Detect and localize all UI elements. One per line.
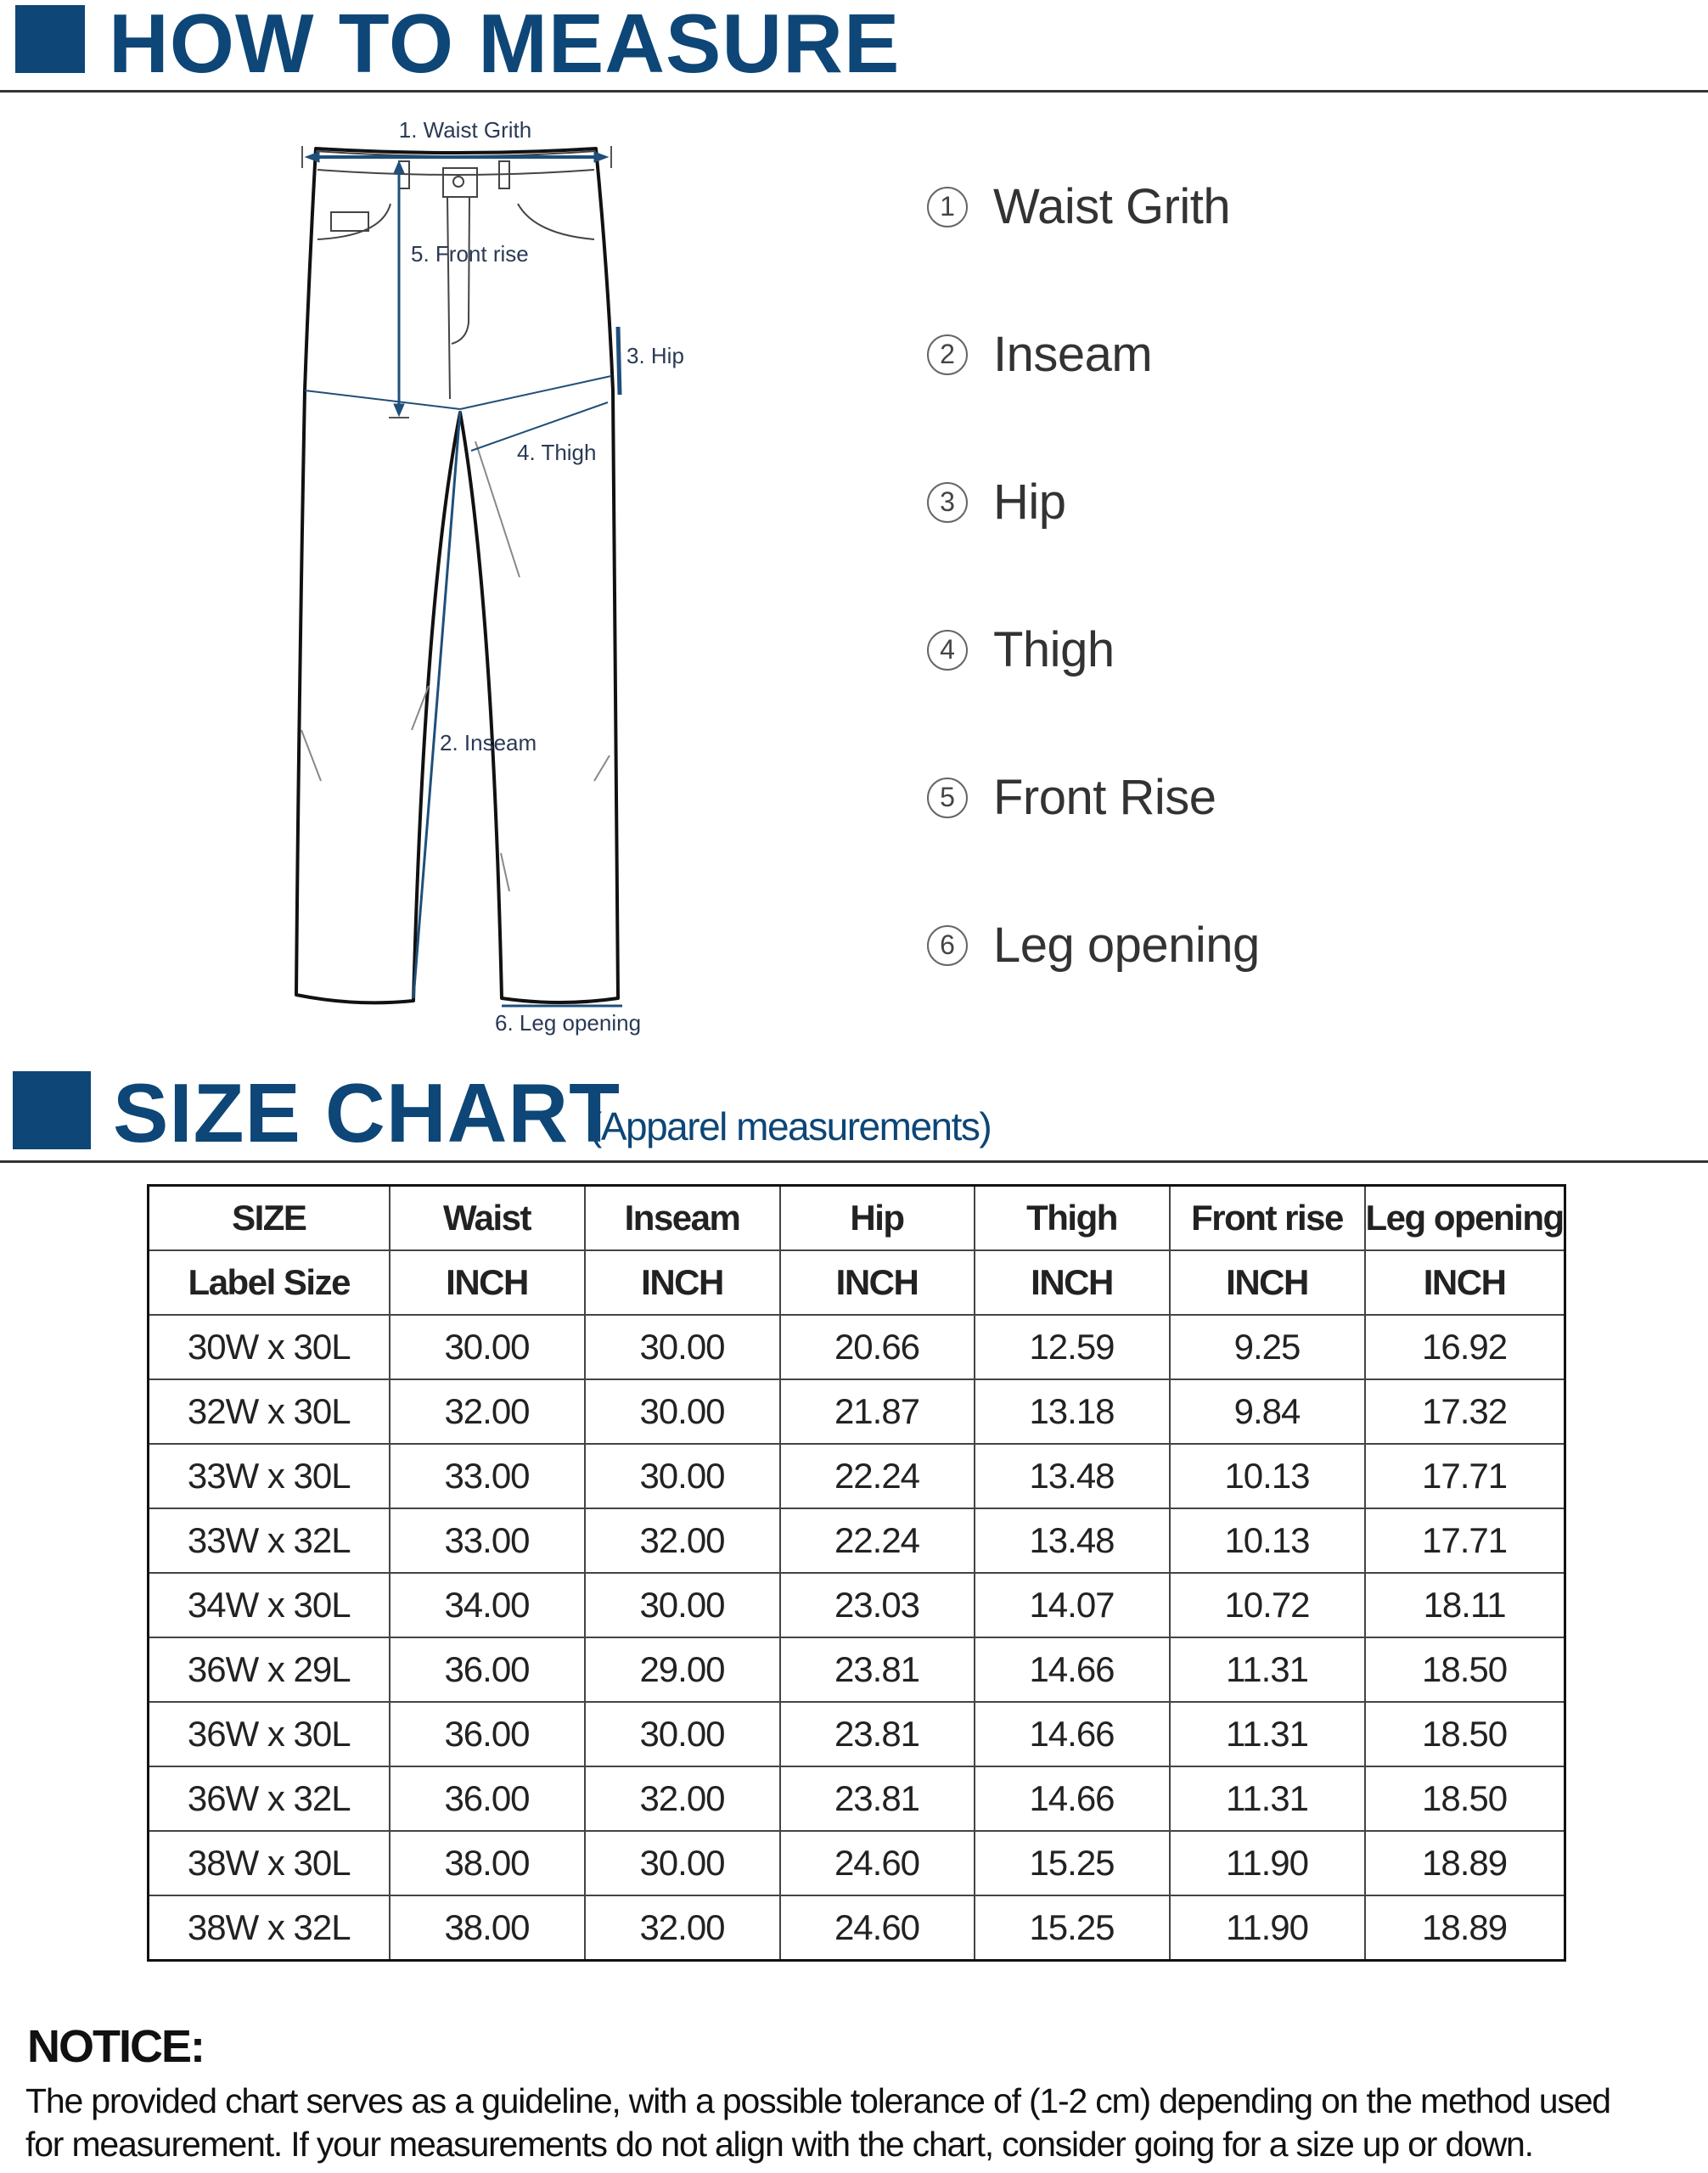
table-cell: INCH: [585, 1250, 780, 1315]
table-row: [149, 1766, 1565, 1831]
number-badge: 5: [927, 778, 968, 818]
table-cell: 32.00: [585, 1895, 780, 1961]
table-cell: 13.48: [975, 1444, 1170, 1508]
coin-pocket: [331, 212, 368, 231]
right-pocket: [518, 204, 594, 239]
number-badge: 2: [927, 334, 968, 375]
waistband: [317, 170, 594, 175]
legend-item: [927, 178, 1230, 235]
header-row: [149, 1186, 1565, 1251]
table-cell: 36.00: [390, 1702, 585, 1766]
table-cell: 30.00: [585, 1831, 780, 1895]
table-cell: 34W x 30L: [149, 1573, 390, 1637]
table-cell: Inseam: [585, 1186, 780, 1251]
table-row: [149, 1895, 1565, 1961]
legend-label: Thigh: [993, 622, 1115, 677]
table-cell: 32.00: [390, 1379, 585, 1444]
table-cell: 32.00: [585, 1508, 780, 1573]
legend-item: [927, 621, 1115, 678]
table-cell: 32W x 30L: [149, 1379, 390, 1444]
label-waist: 1. Waist Grith: [398, 117, 532, 143]
label-leg-opening: 6. Leg opening: [495, 1010, 642, 1036]
table-cell: 22.24: [780, 1508, 975, 1573]
table-cell: 38.00: [390, 1895, 585, 1961]
table-cell: 23.81: [780, 1766, 975, 1831]
table-cell: 15.25: [975, 1895, 1170, 1961]
table-cell: 18.11: [1365, 1573, 1565, 1637]
how-to-measure-title: HOW TO MEASURE: [109, 0, 901, 90]
table-cell: 9.84: [1170, 1379, 1365, 1444]
table-cell: Thigh: [975, 1186, 1170, 1251]
table-cell: INCH: [390, 1250, 585, 1315]
table-cell: 30.00: [585, 1379, 780, 1444]
table-cell: Hip: [780, 1186, 975, 1251]
table-cell: 30.00: [585, 1702, 780, 1766]
hip-measure-line: [305, 390, 460, 409]
notice-title: NOTICE:: [27, 2021, 204, 2072]
hip-marker: [618, 327, 620, 395]
table-cell: 38W x 30L: [149, 1831, 390, 1895]
table-cell: 33.00: [390, 1508, 585, 1573]
label-hip: 3. Hip: [626, 343, 684, 368]
label-inseam: 2. Inseam: [440, 730, 537, 755]
table-cell: 18.89: [1365, 1895, 1565, 1961]
table-cell: 30.00: [585, 1315, 780, 1379]
legend-item: [927, 917, 1260, 974]
number-badge: 3: [927, 482, 968, 523]
table-cell: 11.90: [1170, 1831, 1365, 1895]
table-cell: SIZE: [149, 1186, 390, 1251]
table-cell: INCH: [1365, 1250, 1565, 1315]
table-row: [149, 1379, 1565, 1444]
table-cell: 18.50: [1365, 1637, 1565, 1702]
table-cell: 29.00: [585, 1637, 780, 1702]
fly: [447, 197, 469, 399]
number-badge: 1: [927, 187, 968, 227]
label-front-rise: 5. Front rise: [411, 241, 529, 267]
table-cell: 30.00: [390, 1315, 585, 1379]
notice-text: for measurement. If your measurements do not align with the chart, consider going for a size up or down.: [25, 2125, 1533, 2164]
table-cell: 9.25: [1170, 1315, 1365, 1379]
table-cell: 10.72: [1170, 1573, 1365, 1637]
table-row: [149, 1444, 1565, 1508]
notice-text: The provided chart serves as a guideline, with a possible tolerance of (1-2 cm) depending on the method used: [25, 2081, 1610, 2120]
table-cell: INCH: [780, 1250, 975, 1315]
table-cell: 22.24: [780, 1444, 975, 1508]
size-chart-title: SIZE CHART: [113, 1066, 621, 1159]
table-cell: 13.18: [975, 1379, 1170, 1444]
pants-measurement-diagram: [0, 0, 1708, 1070]
table-cell: 33W x 32L: [149, 1508, 390, 1573]
table-cell: 33W x 30L: [149, 1444, 390, 1508]
pants-outline: [296, 149, 618, 1002]
table-cell: 30W x 30L: [149, 1315, 390, 1379]
size-chart-subtitle: (Apparel measurements): [589, 1104, 992, 1148]
table-cell: 36.00: [390, 1766, 585, 1831]
table-cell: 38W x 32L: [149, 1895, 390, 1961]
table-cell: 38.00: [390, 1831, 585, 1895]
table-cell: 23.03: [780, 1573, 975, 1637]
table-row: [149, 1702, 1565, 1766]
table-cell: 36.00: [390, 1637, 585, 1702]
table-cell: 12.59: [975, 1315, 1170, 1379]
table-cell: 18.50: [1365, 1766, 1565, 1831]
size-chart-table: [147, 1184, 1566, 1962]
units-row: [149, 1250, 1565, 1315]
table-row: [149, 1508, 1565, 1573]
legend-label: Front Rise: [993, 770, 1216, 825]
table-cell: 36W x 32L: [149, 1766, 390, 1831]
table-cell: 15.25: [975, 1831, 1170, 1895]
table-cell: 14.66: [975, 1637, 1170, 1702]
table-cell: 24.60: [780, 1895, 975, 1961]
left-pocket: [317, 204, 390, 239]
label-thigh: 4. Thigh: [517, 440, 597, 465]
table-row: [149, 1315, 1565, 1379]
table-cell: 10.13: [1170, 1508, 1365, 1573]
table-cell: INCH: [1170, 1250, 1365, 1315]
divider: [0, 1160, 1708, 1163]
table-cell: 16.92: [1365, 1315, 1565, 1379]
legend-item: [927, 474, 1066, 531]
table-cell: Leg opening: [1365, 1186, 1565, 1251]
table-cell: 11.31: [1170, 1702, 1365, 1766]
table-cell: Label Size: [149, 1250, 390, 1315]
table-cell: INCH: [975, 1250, 1170, 1315]
table-cell: 18.50: [1365, 1702, 1565, 1766]
table-cell: 13.48: [975, 1508, 1170, 1573]
section-marker: [13, 1071, 91, 1149]
table-cell: 23.81: [780, 1702, 975, 1766]
table-cell: 30.00: [585, 1444, 780, 1508]
button-tab: [443, 168, 477, 197]
table-cell: 17.71: [1365, 1508, 1565, 1573]
button-icon: [453, 177, 464, 187]
table-row: [149, 1573, 1565, 1637]
legend-label: Leg opening: [993, 918, 1260, 973]
table-cell: 36W x 29L: [149, 1637, 390, 1702]
table-cell: 34.00: [390, 1573, 585, 1637]
table-cell: 30.00: [585, 1573, 780, 1637]
number-badge: 4: [927, 630, 968, 671]
table-cell: 36W x 30L: [149, 1702, 390, 1766]
legend-label: Waist Grith: [993, 179, 1231, 234]
table-cell: 10.13: [1170, 1444, 1365, 1508]
legend-label: Inseam: [993, 327, 1153, 382]
table-row: [149, 1637, 1565, 1702]
table-cell: 24.60: [780, 1831, 975, 1895]
table-cell: 11.90: [1170, 1895, 1365, 1961]
table-cell: 20.66: [780, 1315, 975, 1379]
table-cell: 32.00: [585, 1766, 780, 1831]
table-cell: 17.71: [1365, 1444, 1565, 1508]
table-cell: 21.87: [780, 1379, 975, 1444]
legend-item: [927, 326, 1152, 383]
table-cell: 14.66: [975, 1766, 1170, 1831]
table-cell: Front rise: [1170, 1186, 1365, 1251]
table-cell: 14.66: [975, 1702, 1170, 1766]
table-cell: 14.07: [975, 1573, 1170, 1637]
legend-item: [927, 769, 1216, 826]
table-cell: 23.81: [780, 1637, 975, 1702]
number-badge: 6: [927, 925, 968, 966]
table-cell: Waist: [390, 1186, 585, 1251]
table-cell: 17.32: [1365, 1379, 1565, 1444]
legend-label: Hip: [993, 474, 1066, 530]
table-cell: 11.31: [1170, 1766, 1365, 1831]
inseam-measure-line: [413, 411, 460, 998]
table-cell: 33.00: [390, 1444, 585, 1508]
table-cell: 11.31: [1170, 1637, 1365, 1702]
table-row: [149, 1831, 1565, 1895]
table-cell: 18.89: [1365, 1831, 1565, 1895]
